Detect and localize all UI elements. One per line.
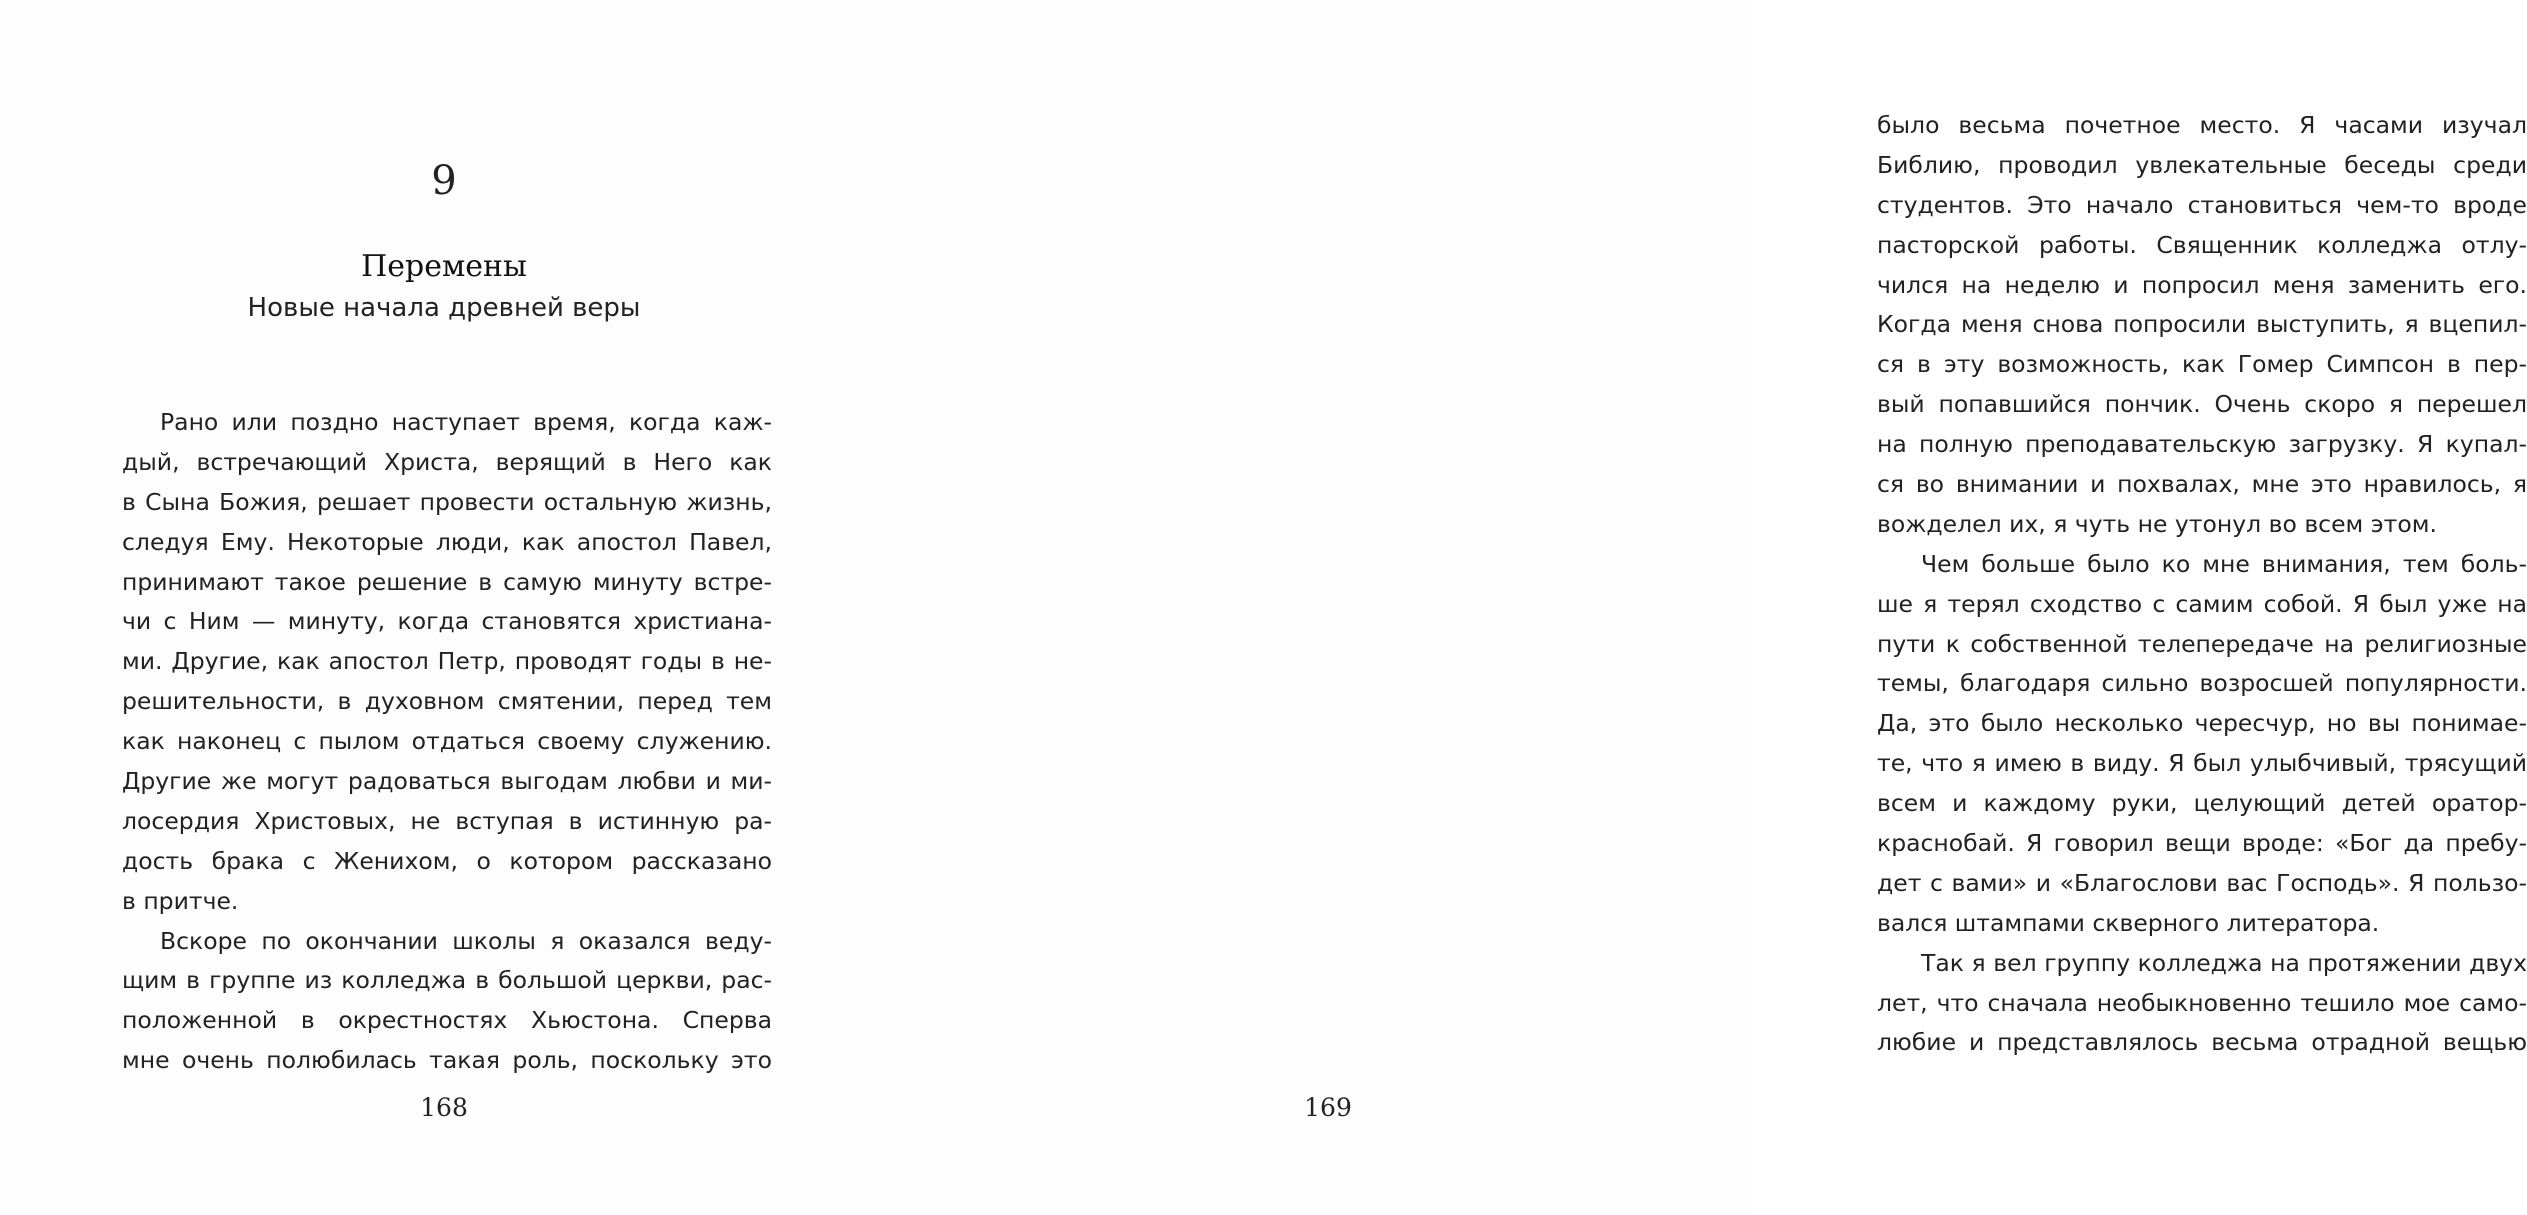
text-line: Чем больше было ко мне внимания, тем боль-: [1921, 549, 2527, 578]
text-line: вожделел их, я чуть не утонул во всем этом.: [1877, 509, 2437, 538]
right-page: [876, 0, 2527, 1215]
left-page-body: [122, 403, 772, 1081]
page-number: 168: [420, 1093, 468, 1122]
text-line: положенной в окрестностях Хьюстона. Сперва: [122, 1006, 772, 1035]
text-line: Так я вел группу колледжа на протяжении двух: [1921, 948, 2527, 977]
text-line: на полную преподавательскую загрузку. Я купал-: [1877, 430, 2527, 459]
text-line: дость брака с Женихом, о котором рассказано: [122, 846, 772, 875]
text-line: было весьма почетное место. Я часами изучал: [1877, 111, 2527, 139]
text-line: краснобай. Я говорил вещи вроде: «Бог да пребу-: [1877, 829, 2527, 858]
text-line: принимают такое решение в самую минуту встре-: [122, 567, 772, 596]
page-number: 169: [1304, 1093, 1352, 1122]
text-line: темы, благодаря сильно возросшей популярности.: [1877, 669, 2527, 698]
text-line: Вскоре по окончании школы я оказался веду-: [160, 926, 772, 955]
text-line: ся во внимании и похвалах, мне это нравилось, я: [1877, 470, 2527, 499]
chapter-number: 9: [431, 158, 457, 204]
text-line: чи с Ним — минуту, когда становятся христиана-: [122, 607, 772, 636]
text-line: Другие же могут радоваться выгодам любви и ми-: [122, 767, 772, 796]
text-line: пути к собственной телепередаче на религиозные: [1877, 629, 2527, 658]
text-line: ше я терял сходство с самим собой. Я был уже на: [1877, 589, 2527, 618]
text-line: чился на неделю и попросил меня заменить его.: [1877, 270, 2527, 299]
text-line: Рано или поздно наступает время, когда каж-: [160, 408, 772, 436]
text-line: Когда меня снова попросили выступить, я вцепил-: [1877, 310, 2527, 339]
text-line: пасторской работы. Священник колледжа отлу-: [1877, 230, 2527, 259]
text-line: как наконец с пылом отдаться своему служению.: [122, 727, 772, 756]
text-line: ми. Другие, как апостол Петр, проводят годы в не-: [122, 647, 772, 676]
chapter-title: Перемены: [361, 249, 527, 284]
left-page: [0, 0, 876, 1215]
text-line: лет, что сначала необыкновенно тешило мое само-: [1877, 988, 2527, 1017]
text-line: вался штампами скверного литератора.: [1877, 908, 2380, 937]
text-line: Библию, проводил увлекательные беседы среди: [1877, 150, 2527, 179]
right-page-body: [1877, 106, 2527, 1063]
text-line: Да, это было несколько чересчур, но вы понимае-: [1877, 709, 2527, 738]
text-line: решительности, в духовном смятении, перед тем: [122, 687, 772, 716]
text-line: вый попавшийся пончик. Очень скоро я перешел: [1877, 390, 2527, 419]
text-line: дый, встречающий Христа, верящий в Него как: [122, 447, 772, 476]
chapter-subtitle: Новые начала древней веры: [247, 293, 641, 323]
text-line: в Сына Божия, решает провести остальную жизнь,: [122, 487, 772, 516]
text-line: всем и каждому руки, целующий детей оратор-: [1877, 789, 2527, 818]
text-line: в притче.: [122, 886, 239, 915]
text-line: щим в группе из колледжа в большой церкви, рас-: [122, 966, 772, 995]
text-line: лосердия Христовых, не вступая в истинную ра-: [122, 806, 772, 835]
text-line: следуя Ему. Некоторые люди, как апостол Павел,: [122, 527, 772, 556]
text-line: студентов. Это начало становиться чем-то вроде: [1877, 190, 2527, 219]
text-line: ся в эту возможность, как Гомер Симпсон в пер-: [1877, 350, 2527, 379]
text-line: любие и представлялось весьма отрадной вещью: [1877, 1028, 2527, 1057]
text-line: те, что я имею в виду. Я был улыбчивый, трясущий: [1877, 749, 2527, 778]
text-line: мне очень полюбилась такая роль, поскольку это: [122, 1046, 772, 1075]
text-line: дет с вами» и «Благослови вас Господь». Я пользо-: [1877, 868, 2527, 897]
